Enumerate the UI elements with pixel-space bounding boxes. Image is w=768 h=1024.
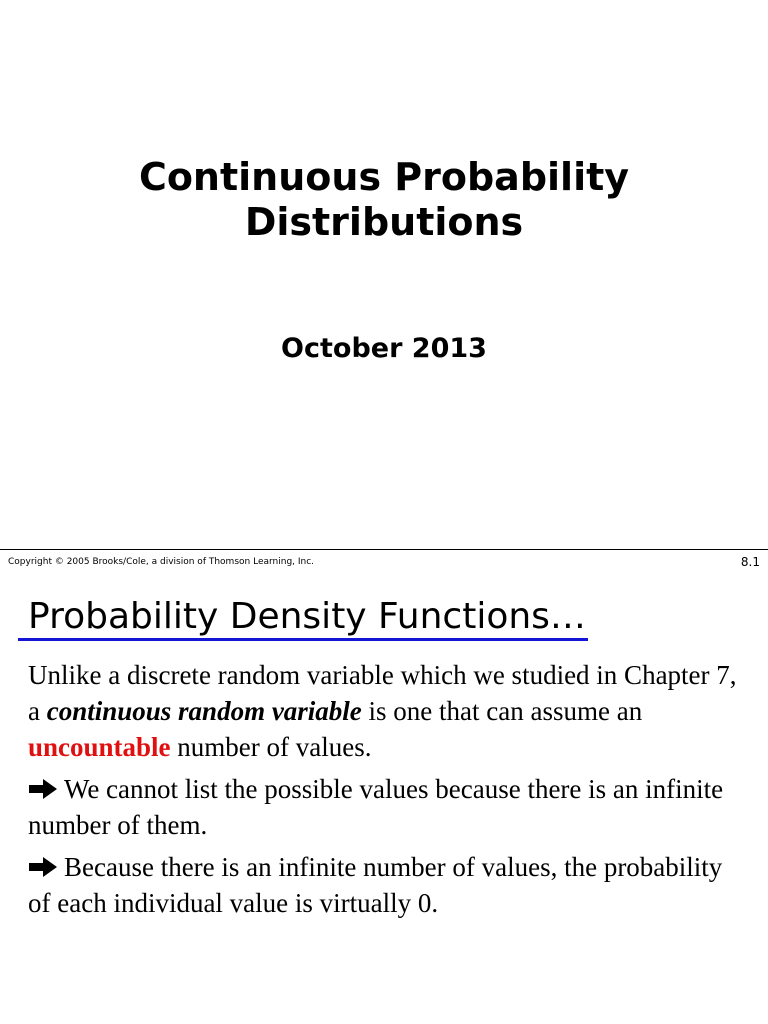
bullet-item-2 — [28, 849, 738, 921]
right-arrow-icon — [28, 856, 58, 878]
slide-body — [28, 657, 738, 927]
right-arrow-icon — [28, 778, 58, 800]
slide-date: October 2013 — [281, 333, 487, 364]
slide-heading: Probability Density Functions… — [28, 596, 586, 637]
intro-text-2: is one that can assume an — [361, 696, 643, 726]
bullet-text-2: Because there is an infinite number of values, the probability of each individual value is virtually 0. — [28, 852, 723, 918]
slide-title — [0, 155, 768, 245]
bullet-item-1 — [28, 771, 738, 843]
intro-paragraph — [28, 657, 738, 765]
intro-text-3: number of values. — [170, 732, 372, 762]
heading-underline — [18, 638, 588, 641]
content-slide — [0, 551, 768, 1024]
slide-title-line1: Continuous Probability — [138, 155, 630, 199]
slide-divider — [0, 549, 768, 550]
bullet-text-1: We cannot list the possible values because there is an infinite number of them. — [28, 774, 724, 840]
copyright-notice: Copyright © 2005 Brooks/Cole, a division of Thomson Learning, Inc. — [8, 557, 315, 567]
emphasis-term: continuous random variable — [46, 696, 362, 726]
intro-text-1: Unlike a discrete random variable which we studied in Chapter 7, a — [28, 660, 737, 726]
highlight-term: uncountable — [28, 732, 171, 762]
slide-title-line2: Distributions — [244, 200, 524, 244]
page-number: 8.1 — [740, 555, 760, 569]
